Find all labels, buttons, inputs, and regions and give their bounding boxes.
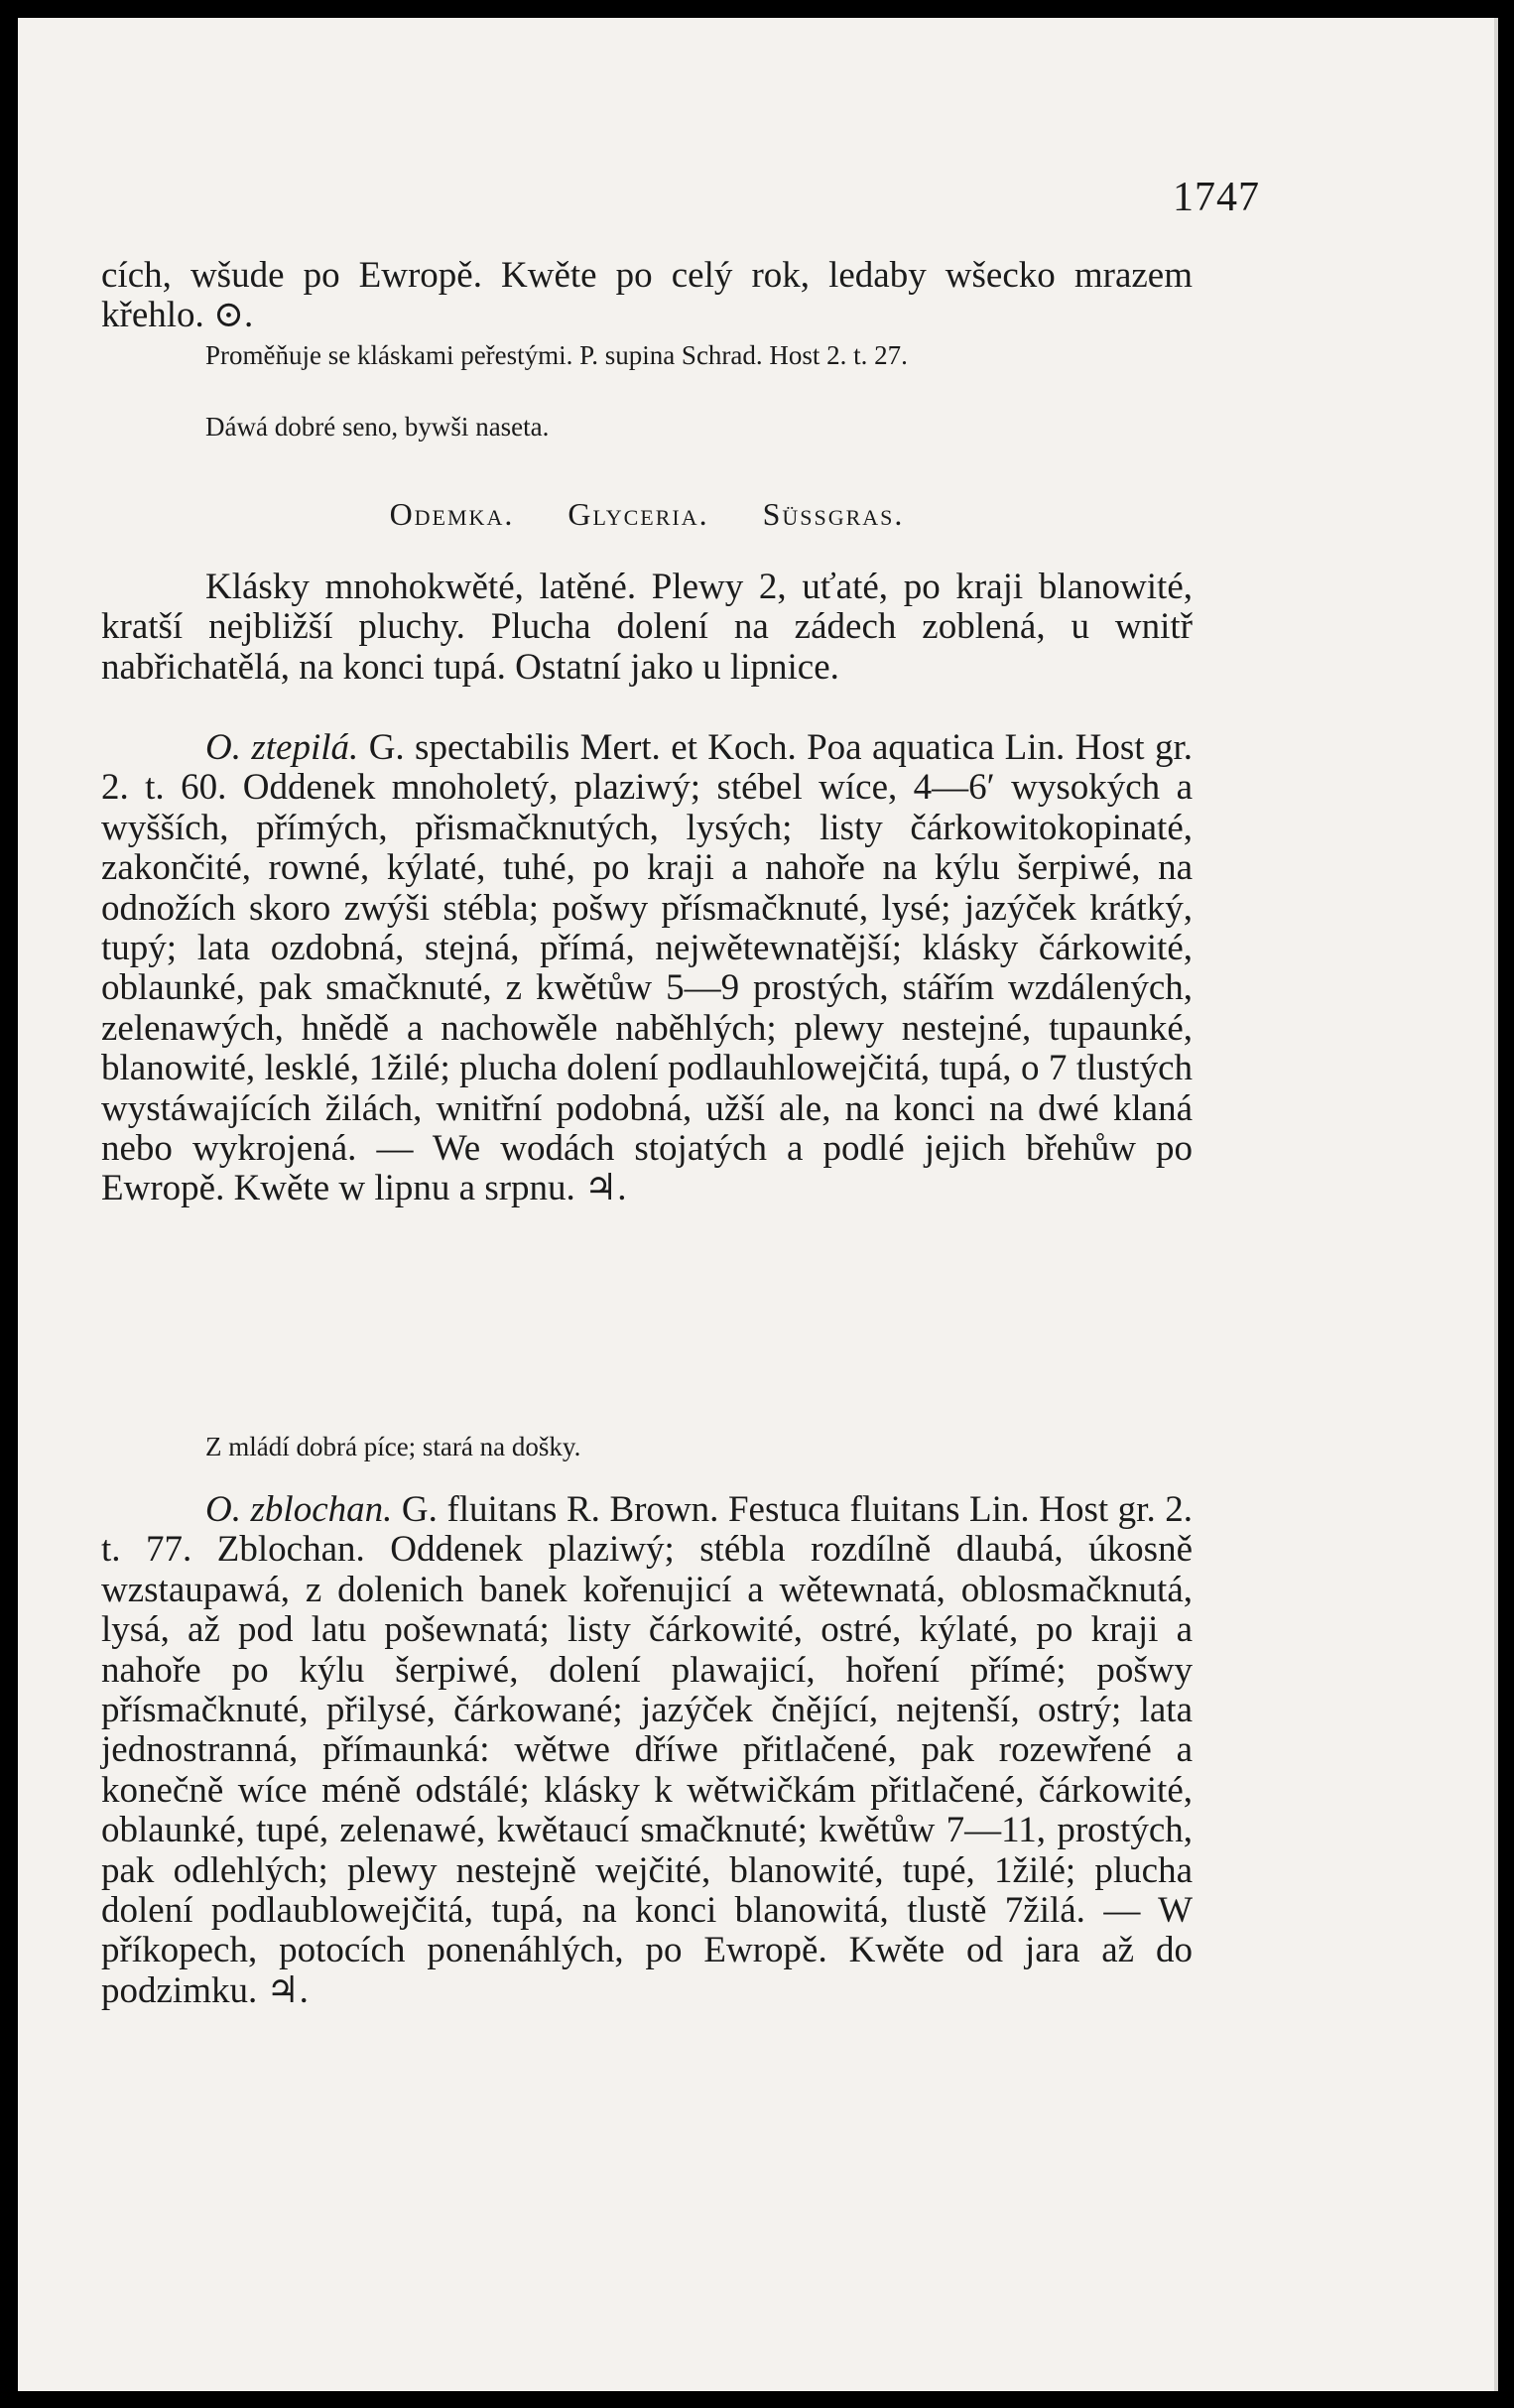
species-2-description: Oddenek plaziwý; stébla rozdílně dlaubá, úkosně wzstaupawá, z dolenich banek kořenujicí a wětewnatá, oblosmačknutá, lysá, až pod latu pošewnatá; listy čárkowité, ostré, kýlaté, po kraji a nahoře po kýlu šerpiwé, dolení plawajicí, hoření přímé; pošwy přísmačknuté, přilysé, čárkowané; jazýček čnějící, nejtenší, ostrý; lata jednostranná, přímaunká: wětwe dříwe přitlačené, pak rozewřené a konečně wíce méně odstálé; klásky k wětwičkám přitlačené, čárkowité, oblaunké, tupé, zelenawé, kwětaucí smačknuté; kwětůw 7—11, prostých, pak odlehlých; plewy nestejně wejčité, blanowité, tupé, 1žilé; plucha dolení podlaublowejčitá, tupá, na konci blanowitá, tlustě 7žilá. — W příkopech, potocích ponenáhlých, po Ewropě. Kwěte od jara až do podzimku. ♃. — [101, 1529, 1193, 2011]
species-2-synonyms: G. fluitans R. Brown. Festuca fluitans Lin. Host gr. 2. t. 77. Zblochan. — [101, 1489, 1193, 1571]
species-1-name: O. ztepilá. — [205, 727, 359, 768]
book-page — [18, 18, 1498, 2391]
genus-name-german: Süssgras. — [762, 496, 905, 532]
genus-description: Klásky mnohokwěté, latěné. Plewy 2, uťaté, po kraji blanowité, kratší nejbližší pluchy. Plucha dolení na zádech zoblená, u wnitř nabřichatělá, na konci tupá. Ostatní jako u lipnice. — [101, 567, 1193, 688]
species-1-description: Oddenek mnoholetý, plaziwý; stébel wíce, 4—6′ wysokých a wyšších, přímých, přismačknutých, lysých; listy čárkowitokopinaté, zakončité, rowné, kýlaté, tuhé, po kraji a nahoře na kýlu šerpiwé, na odnožích skoro zwýši stébla; pošwy přísmačknuté, lysé; jazýček krátký, tupý; lata ozdobná, stejná, přímá, nejwětewnatější; klásky čárkowité, oblaunké, pak smačknuté, z kwětůw 5—9 prostých, stářím wzdálených, zelenawých, hnědě a nachowěle naběhlých; plewy nestejné, tupaunké, blanowité, lesklé, 1žilé; plucha dolení podlauhlowejčitá, tupá, o 7 tlustých wystáwajících žilách, wnitřní podobná, užší ale, na konci na dwé klaná nebo wykrojená. — We wodách stojatých a podlé jejich břehůw po Ewropě. Kwěte w lipnu a srpnu. ♃. — [101, 767, 1194, 1209]
species-entry-1 — [101, 728, 1193, 1209]
page-number: 1747 — [1173, 175, 1260, 220]
species-1-synonyms: G. spectabilis Mert. et Koch. Poa aquatica Lin. Host gr. 2. t. 60. — [101, 727, 1193, 809]
genus-heading — [101, 494, 1193, 534]
species-2-name: O. zblochan. — [205, 1489, 393, 1530]
note-variation: Proměňuje se kláskami peřestými. P. supina Schrad. Host 2. t. 27. — [205, 340, 908, 370]
paragraph-continuation: cích, wšude po Ewropě. Kwěte po celý rok, ledaby wšecko mrazem křehlo. ⊙. — [101, 255, 1193, 336]
note-use: Dáwá dobré seno, bywši naseta. — [205, 412, 550, 442]
genus-name-latin: Glyceria. — [568, 496, 709, 532]
species-entry-2 — [101, 1490, 1193, 2011]
genus-name-czech: Odemka. — [389, 496, 515, 532]
species-1-note: Z mládí dobrá píce; stará na došky. — [205, 1432, 581, 1461]
